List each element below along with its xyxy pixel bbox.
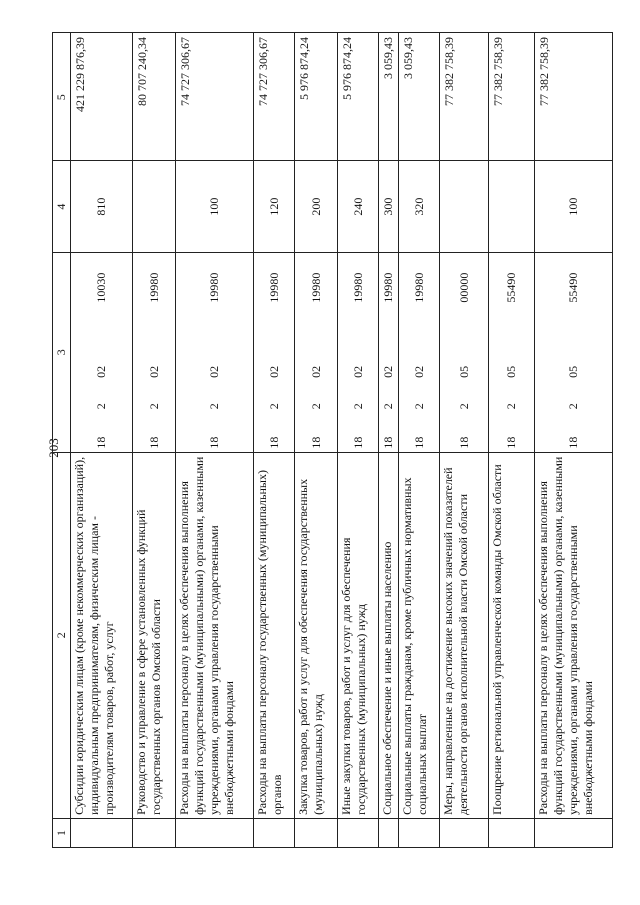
code-1: 18 <box>308 436 323 449</box>
table-row <box>399 33 440 848</box>
row-name: Расходы на выплаты персоналу в целях обеспечения выполнения функций государственными (муниципальными) органами, казенными учреждениями, органами управления государственными внебюджетными фондами <box>535 452 613 818</box>
code-2: 2 <box>308 403 323 410</box>
vr-code: 100 <box>176 161 254 252</box>
code-1: 18 <box>266 436 281 449</box>
vr-code <box>440 161 489 252</box>
header-col-2: 2 <box>53 452 71 818</box>
table-row <box>440 33 489 848</box>
sum: 3 059,43 <box>399 33 440 162</box>
code-3: 02 <box>381 365 395 378</box>
code-2: 2 <box>504 403 518 410</box>
code-4: 19980 <box>266 272 281 303</box>
sum: 77 382 758,39 <box>440 33 489 162</box>
row-name: Расходы на выплаты персоналу в целях обеспечения выполнения функций государственными (муниципальными) органами, казенными учреждениями, органами управления государственными внебюджетными фондами <box>176 452 254 818</box>
sum: 421 229 876,39 <box>71 33 133 162</box>
row-name: Поощрение региональной управленческой команды Омской области <box>489 452 535 818</box>
code-4: 19980 <box>411 272 426 303</box>
vr-code: 810 <box>71 161 133 252</box>
code-2: 2 <box>350 403 365 410</box>
code-1: 18 <box>566 436 580 449</box>
sum: 3 059,43 <box>379 33 399 162</box>
table-row <box>489 33 535 848</box>
code-3: 02 <box>350 365 365 378</box>
code-4: 19980 <box>308 272 323 303</box>
sum: 5 976 874,24 <box>338 33 379 162</box>
code-2: 2 <box>207 403 221 410</box>
code-2: 2 <box>94 403 108 410</box>
code-3: 05 <box>504 365 518 378</box>
code-2: 2 <box>566 403 580 410</box>
row-name: Социальное обеспечение и иные выплаты населению <box>379 452 399 818</box>
vr-code: 120 <box>254 161 295 252</box>
code-3: 02 <box>207 365 221 378</box>
page-number: 203 <box>46 438 61 458</box>
table-row <box>133 33 176 848</box>
code-3: 02 <box>94 365 108 378</box>
table-wrapper <box>52 32 595 848</box>
vr-code: 200 <box>295 161 338 252</box>
code-2: 2 <box>266 403 281 410</box>
table-row <box>379 33 399 848</box>
code-4: 10030 <box>94 272 108 303</box>
row-name: Социальные выплаты гражданам, кроме публичных нормативных социальных выплат <box>399 452 440 818</box>
code-1: 18 <box>350 436 365 449</box>
code-4: 19980 <box>207 272 221 303</box>
header-col-5: 5 <box>53 33 71 162</box>
code-1: 18 <box>207 436 221 449</box>
code-1: 18 <box>381 436 395 449</box>
table-row <box>71 33 133 848</box>
code-4: 19980 <box>350 272 365 303</box>
sum: 74 727 306,67 <box>176 33 254 162</box>
code-1: 18 <box>504 436 518 449</box>
table-row <box>254 33 295 848</box>
row-name: Руководство и управление в сфере установленных функций государственных органов Омской области <box>133 452 176 818</box>
sum: 80 707 240,34 <box>133 33 176 162</box>
vr-code <box>133 161 176 252</box>
code-4: 00000 <box>456 272 471 303</box>
code-4: 55490 <box>566 272 580 303</box>
code-3: 02 <box>308 365 323 378</box>
code-3: 05 <box>456 365 471 378</box>
code-2: 2 <box>411 403 426 410</box>
table-row <box>176 33 254 848</box>
header-col-1: 1 <box>53 818 71 847</box>
code-1: 18 <box>456 436 471 449</box>
row-name: Иные закупки товаров, работ и услуг для обеспечения государственных (муниципальных) нужд <box>338 452 379 818</box>
code-3: 02 <box>411 365 426 378</box>
vr-code: 100 <box>535 161 613 252</box>
table-row <box>295 33 338 848</box>
row-name: Субсидии юридическим лицам (кроме некоммерческих организаций), индивидуальным предпринимателям, физическим лицам - производителям товаров, работ, услуг <box>71 452 133 818</box>
code-4: 55490 <box>504 272 518 303</box>
code-4: 19980 <box>146 272 161 303</box>
code-2: 2 <box>456 403 471 410</box>
table-row <box>338 33 379 848</box>
rotated-page <box>52 32 595 848</box>
vr-code <box>489 161 535 252</box>
code-3: 02 <box>266 365 281 378</box>
code-1: 18 <box>94 436 108 449</box>
header-row <box>53 33 71 848</box>
sum: 5 976 874,24 <box>295 33 338 162</box>
code-1: 18 <box>146 436 161 449</box>
row-name: Закупка товаров, работ и услуг для обеспечения государственных (муниципальных) нужд <box>295 452 338 818</box>
code-1: 18 <box>411 436 426 449</box>
code-2: 2 <box>146 403 161 410</box>
sum: 74 727 306,67 <box>254 33 295 162</box>
code-2: 2 <box>381 403 395 410</box>
row-name: Меры, направленные на достижение высоких значений показателей деятельности органов исполнительной власти Омской области <box>440 452 489 818</box>
sum: 77 382 758,39 <box>489 33 535 162</box>
vr-code: 320 <box>399 161 440 252</box>
header-col-4: 4 <box>53 161 71 252</box>
header-col-3: 3 <box>53 252 71 452</box>
table-row <box>535 33 613 848</box>
vr-code: 300 <box>379 161 399 252</box>
code-4: 19980 <box>381 272 395 303</box>
budget-table <box>52 32 613 848</box>
code-3: 05 <box>566 365 580 378</box>
row-name: Расходы на выплаты персоналу государственных (муниципальных) органов <box>254 452 295 818</box>
vr-code: 240 <box>338 161 379 252</box>
code-3: 02 <box>146 365 161 378</box>
sum: 77 382 758,39 <box>535 33 613 162</box>
